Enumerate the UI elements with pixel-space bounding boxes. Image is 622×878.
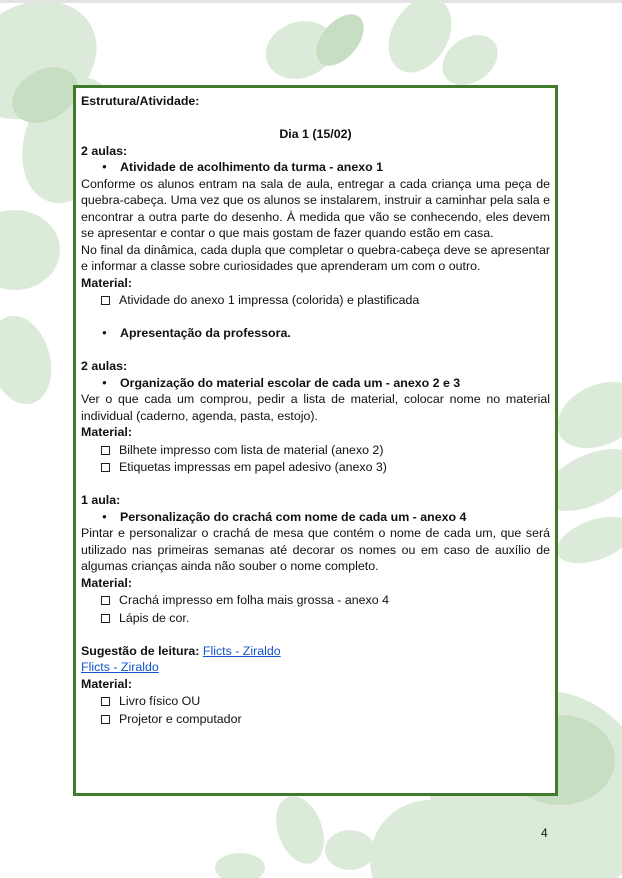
checkbox-icon[interactable] (101, 614, 110, 623)
checkbox-icon[interactable] (101, 296, 110, 305)
block3-activity: ● Personalização do crachá com nome de cada um - anexo 4 (81, 509, 550, 526)
checkbox-icon[interactable] (101, 596, 110, 605)
reading-suggestion (81, 643, 550, 660)
block3-material-item: Lápis de cor. (81, 610, 550, 627)
block2-activity: ● Organização do material escolar de cada um - anexo 2 e 3 (81, 375, 550, 392)
block1-material-item: Atividade do anexo 1 impressa (colorida) e plastificada (81, 292, 550, 309)
leaf-shape (0, 210, 60, 290)
reading-link-1[interactable]: Flicts - Ziraldo (202, 643, 281, 658)
reading-material-item: Livro físico OU (81, 693, 550, 710)
activity-content (81, 93, 550, 727)
block2-paragraph: Ver o que cada um comprou, pedir a lista de material, colocar nome no material individual (caderno, agenda, pasta, estojo). (81, 392, 550, 423)
checkbox-icon[interactable] (101, 463, 110, 472)
block1-activity: ● Atividade de acolhimento da turma - anexo 1 (81, 159, 550, 176)
leaf-shape (551, 508, 622, 573)
block2-material-item: Etiquetas impressas em papel adesivo (anexo 3) (81, 459, 550, 476)
leaf-shape (215, 853, 265, 878)
leaf-shape (325, 830, 375, 870)
block3-material-label: Material: (81, 575, 132, 590)
checkbox-icon[interactable] (101, 446, 110, 455)
block2-material-item: Bilhete impresso com lista de material (anexo 2) (81, 442, 550, 459)
section-heading: Estrutura/Atividade: (81, 94, 200, 108)
reading-label: Sugestão de leitura: (81, 643, 203, 658)
block2-lessons: 2 aulas: (81, 359, 128, 373)
block1-paragraph-2: No final da dinâmica, cada dupla que completar o quebra-cabeça deve se apresentar e informar a classe sobre curiosidades que aprenderam um com o outro. (81, 242, 550, 273)
day-title: Dia 1 (15/02) (279, 127, 352, 141)
leaf-shape (0, 309, 61, 411)
block1-paragraph-1: Conforme os alunos entram na sala de aula, entregar a cada criança uma peça de quebra-cabeça. Uma vez que os alunos se instalarem, instruir a caminhar pela sala e encontrar a outra parte do desenho. À medida que vão se conhecendo, eles devem se apresentar e contar o que mais gostam de fazer quando estão em casa. (81, 176, 550, 240)
block3-paragraph: Pintar e personalizar o crachá de mesa que contém o nome de cada um, que será utilizado nas primeiras semanas até decorar os nomes ou em caso de auxílio de algumas crianças ainda não souber o nome completo. (81, 526, 550, 573)
reading-link-2[interactable]: Flicts - Ziraldo (81, 660, 159, 674)
page-number: 4 (541, 826, 548, 840)
reading-material-label: Material: (81, 676, 132, 691)
block1-material-label: Material: (81, 275, 132, 290)
leaf-shape (267, 790, 332, 871)
block2-material-label: Material: (81, 425, 132, 439)
block3-lessons: 1 aula: (81, 493, 121, 507)
block1-lessons: 2 aulas: (81, 143, 128, 158)
checkbox-icon[interactable] (101, 697, 110, 706)
reading-material-item: Projetor e computador (81, 711, 550, 728)
activity-frame (73, 85, 558, 796)
checkbox-icon[interactable] (101, 715, 110, 724)
block1-activity-2: ● Apresentação da professora. (81, 325, 550, 342)
block3-material-item: Crachá impresso em folha mais grossa - anexo 4 (81, 592, 550, 609)
